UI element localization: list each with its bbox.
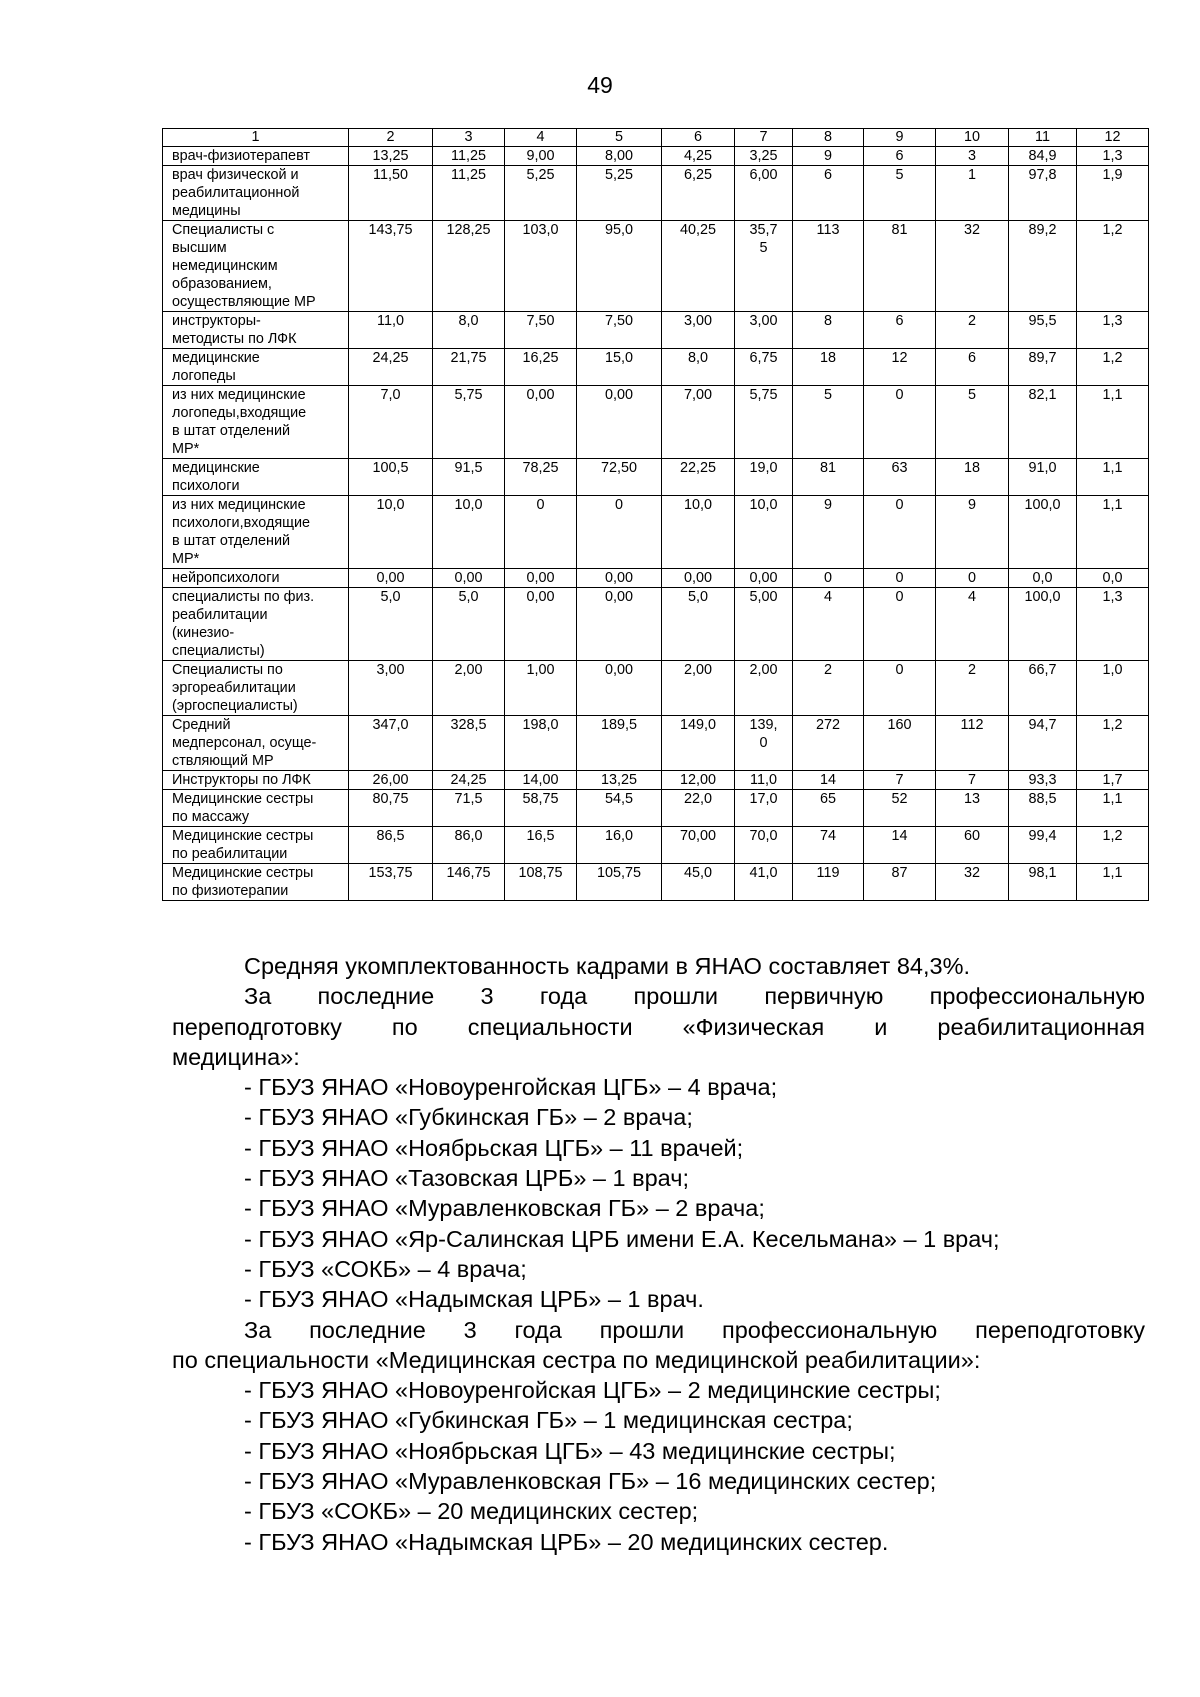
value-cell-col-11: 95,5 [1009, 312, 1077, 349]
value-cell-col-7: 3,25 [735, 147, 793, 166]
row-label-line: медицинские [172, 350, 260, 366]
row-label-line: психологи [172, 478, 240, 494]
row-label-line: Специалисты с [172, 222, 275, 238]
row-label-cell [163, 771, 349, 790]
value-cell-col-9: 7 [864, 771, 936, 790]
value-cell-col-3: 24,25 [433, 771, 505, 790]
paragraph-2-line-1: За последние 3 года прошли профессиональную переподготовку [244, 1316, 1145, 1343]
list-item: - ГБУЗ «СОКБ» – 4 врача; [244, 1255, 527, 1282]
row-label-line: из них медицинские [172, 497, 306, 513]
value-cell-col-12: 1,1 [1077, 496, 1149, 569]
table-row [163, 386, 1149, 459]
value-cell-col-3: 86,0 [433, 827, 505, 864]
table-row [163, 221, 1149, 312]
row-label-line: специалисты по физ. [172, 589, 315, 605]
paragraph-1-line-2: переподготовку по специальности «Физическая и реабилитационная [172, 1013, 1145, 1040]
header-cell-col-8: 8 [793, 129, 864, 147]
row-label-line: Медицинские сестры [172, 791, 314, 807]
value-cell-col-5: 95,0 [577, 221, 662, 312]
row-label-line: нейропсихологи [172, 570, 280, 586]
row-label-line: медицины [172, 203, 241, 219]
value-cell-col-3: 5,75 [433, 386, 505, 459]
value-cell-col-6: 8,0 [662, 349, 735, 386]
row-label-line: МР* [172, 551, 200, 567]
table-row [163, 349, 1149, 386]
value-cell-col-5: 72,50 [577, 459, 662, 496]
header-cell-col-1: 1 [163, 129, 349, 147]
value-cell-col-2: 100,5 [349, 459, 433, 496]
value-cell-col-11: 100,0 [1009, 588, 1077, 661]
row-label-line: по массажу [172, 809, 250, 825]
row-label-line: инструкторы- [172, 313, 261, 329]
table-row [163, 166, 1149, 221]
table-row [163, 716, 1149, 771]
value-cell-col-11: 93,3 [1009, 771, 1077, 790]
value-cell-col-6: 40,25 [662, 221, 735, 312]
value-cell-col-7: 2,00 [735, 661, 793, 716]
value-cell-col-2: 10,0 [349, 496, 433, 569]
value-cell-col-6: 22,0 [662, 790, 735, 827]
value-cell-col-2: 80,75 [349, 790, 433, 827]
value-cell-col-9: 81 [864, 221, 936, 312]
table-header-row [163, 129, 1149, 147]
value-cell-col-8: 81 [793, 459, 864, 496]
row-label-cell [163, 661, 349, 716]
value-cell-col-10: 32 [936, 864, 1009, 901]
value-cell-col-11: 97,8 [1009, 166, 1077, 221]
list-item: - ГБУЗ ЯНАО «Надымская ЦРБ» – 1 врач. [244, 1286, 704, 1313]
value-cell-col-10: 0 [936, 569, 1009, 588]
value-cell-col-4: 7,50 [505, 312, 577, 349]
value-cell-col-3: 328,5 [433, 716, 505, 771]
value-cell-col-11: 98,1 [1009, 864, 1077, 901]
value-cell-col-12: 1,1 [1077, 459, 1149, 496]
list-item: - ГБУЗ ЯНАО «Муравленковская ГБ» – 2 врача; [244, 1195, 765, 1222]
value-cell-col-9: 87 [864, 864, 936, 901]
value-cell-col-4: 0 [505, 496, 577, 569]
row-label-line: из них медицинские [172, 387, 306, 403]
value-cell-col-10: 9 [936, 496, 1009, 569]
list-item: - ГБУЗ ЯНАО «Новоуренгойская ЦГБ» – 2 медицинские сестры; [244, 1377, 941, 1404]
value-cell-col-12: 0,0 [1077, 569, 1149, 588]
value-cell-col-8: 18 [793, 349, 864, 386]
value-cell-col-11: 94,7 [1009, 716, 1077, 771]
value-cell-col-3: 21,75 [433, 349, 505, 386]
value-cell-col-12: 1,3 [1077, 312, 1149, 349]
paragraph-1-line-1: За последние 3 года прошли первичную профессиональную [244, 983, 1145, 1010]
value-cell-col-6: 7,00 [662, 386, 735, 459]
value-cell-col-7: 139, 0 [735, 716, 793, 771]
row-label-line: психологи,входящие [172, 515, 311, 531]
value-cell-col-3: 11,25 [433, 166, 505, 221]
row-label-line: в штат отделений [172, 533, 291, 549]
row-label-line: медперсонал, осуще- [172, 735, 317, 751]
header-cell-col-5: 5 [577, 129, 662, 147]
value-cell-col-12: 1,7 [1077, 771, 1149, 790]
value-cell-col-6: 22,25 [662, 459, 735, 496]
header-cell-col-10: 10 [936, 129, 1009, 147]
value-cell-col-7: 11,0 [735, 771, 793, 790]
value-cell-col-12: 1,3 [1077, 147, 1149, 166]
list-item: - ГБУЗ ЯНАО «Надымская ЦРБ» – 20 медицинских сестер. [244, 1528, 889, 1555]
value-cell-col-7: 35,7 5 [735, 221, 793, 312]
value-cell-col-2: 11,50 [349, 166, 433, 221]
value-cell-col-9: 6 [864, 147, 936, 166]
value-cell-col-12: 1,1 [1077, 790, 1149, 827]
value-cell-col-9: 0 [864, 386, 936, 459]
value-cell-col-12: 1,2 [1077, 349, 1149, 386]
paragraph-1-line-3: медицина»: [172, 1043, 300, 1070]
value-cell-col-4: 78,25 [505, 459, 577, 496]
value-cell-col-6: 45,0 [662, 864, 735, 901]
value-cell-col-10: 5 [936, 386, 1009, 459]
header-cell-col-9: 9 [864, 129, 936, 147]
value-cell-col-8: 2 [793, 661, 864, 716]
header-cell-col-3: 3 [433, 129, 505, 147]
row-label-line: осуществляющие МР [172, 294, 316, 310]
table-row [163, 569, 1149, 588]
value-cell-col-2: 7,0 [349, 386, 433, 459]
value-cell-col-4: 0,00 [505, 386, 577, 459]
value-cell-col-4: 9,00 [505, 147, 577, 166]
value-cell-col-8: 5 [793, 386, 864, 459]
value-cell-col-7: 17,0 [735, 790, 793, 827]
row-label-cell [163, 166, 349, 221]
row-label-line: врач-физиотерапевт [172, 148, 310, 164]
value-cell-col-9: 14 [864, 827, 936, 864]
table-row [163, 864, 1149, 901]
table-row [163, 459, 1149, 496]
value-cell-col-8: 119 [793, 864, 864, 901]
table-row [163, 771, 1149, 790]
row-label-line: ствляющий МР [172, 753, 274, 769]
value-cell-col-12: 1,9 [1077, 166, 1149, 221]
value-cell-col-5: 15,0 [577, 349, 662, 386]
table-body [163, 129, 1149, 901]
value-cell-col-2: 24,25 [349, 349, 433, 386]
page-number: 49 [587, 72, 613, 98]
value-cell-col-11: 99,4 [1009, 827, 1077, 864]
paragraph-2-line-2: по специальности «Медицинская сестра по медицинской реабилитации»: [172, 1346, 981, 1373]
value-cell-col-2: 26,00 [349, 771, 433, 790]
value-cell-col-4: 5,25 [505, 166, 577, 221]
row-label-line: реабилитации [172, 607, 268, 623]
value-cell-col-11: 66,7 [1009, 661, 1077, 716]
value-cell-col-9: 12 [864, 349, 936, 386]
row-label-cell [163, 386, 349, 459]
list-item: - ГБУЗ ЯНАО «Новоуренгойская ЦГБ» – 4 врача; [244, 1074, 778, 1101]
row-label-line: медицинские [172, 460, 260, 476]
value-cell-col-3: 8,0 [433, 312, 505, 349]
row-label-cell [163, 588, 349, 661]
value-cell-col-10: 18 [936, 459, 1009, 496]
row-label-line: методисты по ЛФК [172, 331, 297, 347]
value-cell-col-9: 63 [864, 459, 936, 496]
value-cell-col-3: 0,00 [433, 569, 505, 588]
value-cell-col-12: 1,1 [1077, 386, 1149, 459]
row-label-cell [163, 569, 349, 588]
row-label-line: Специалисты по [172, 662, 283, 678]
value-cell-col-10: 13 [936, 790, 1009, 827]
value-cell-col-6: 149,0 [662, 716, 735, 771]
row-label-line: врач физической и [172, 167, 299, 183]
table-row [163, 496, 1149, 569]
value-cell-col-12: 1,3 [1077, 588, 1149, 661]
list-item: - ГБУЗ ЯНАО «Ноябрьская ЦГБ» – 43 медицинские сестры; [244, 1437, 896, 1464]
table-row [163, 147, 1149, 166]
value-cell-col-2: 347,0 [349, 716, 433, 771]
value-cell-col-10: 112 [936, 716, 1009, 771]
row-label-line: логопеды [172, 368, 236, 384]
row-label-cell [163, 312, 349, 349]
value-cell-col-5: 0,00 [577, 569, 662, 588]
value-cell-col-7: 5,75 [735, 386, 793, 459]
list-item: - ГБУЗ ЯНАО «Яр-Салинская ЦРБ имени Е.А. Кесельмана» – 1 врач; [244, 1225, 1000, 1252]
row-label-cell [163, 716, 349, 771]
row-label-line: по физиотерапии [172, 883, 289, 899]
value-cell-col-3: 128,25 [433, 221, 505, 312]
value-cell-col-5: 8,00 [577, 147, 662, 166]
value-cell-col-10: 32 [936, 221, 1009, 312]
value-cell-col-11: 100,0 [1009, 496, 1077, 569]
row-label-line: (эргоспециалисты) [172, 698, 298, 714]
value-cell-col-3: 11,25 [433, 147, 505, 166]
value-cell-col-8: 0 [793, 569, 864, 588]
value-cell-col-2: 143,75 [349, 221, 433, 312]
value-cell-col-4: 103,0 [505, 221, 577, 312]
value-cell-col-3: 71,5 [433, 790, 505, 827]
value-cell-col-3: 10,0 [433, 496, 505, 569]
row-label-cell [163, 459, 349, 496]
row-label-line: по реабилитации [172, 846, 288, 862]
header-cell-col-11: 11 [1009, 129, 1077, 147]
row-label-line: МР* [172, 441, 200, 457]
value-cell-col-3: 5,0 [433, 588, 505, 661]
value-cell-col-6: 2,00 [662, 661, 735, 716]
header-cell-col-2: 2 [349, 129, 433, 147]
value-cell-col-10: 2 [936, 661, 1009, 716]
value-cell-col-8: 14 [793, 771, 864, 790]
value-cell-col-7: 0,00 [735, 569, 793, 588]
value-cell-col-2: 5,0 [349, 588, 433, 661]
value-cell-col-7: 6,00 [735, 166, 793, 221]
value-cell-col-11: 88,5 [1009, 790, 1077, 827]
list-item: - ГБУЗ «СОКБ» – 20 медицинских сестер; [244, 1498, 699, 1525]
summary-paragraph: Средняя укомплектованность кадрами в ЯНАО составляет 84,3%. [244, 953, 970, 979]
row-label-cell [163, 221, 349, 312]
value-cell-col-5: 5,25 [577, 166, 662, 221]
value-cell-col-6: 0,00 [662, 569, 735, 588]
value-cell-col-5: 7,50 [577, 312, 662, 349]
row-label-line: немедицинским [172, 258, 278, 274]
value-cell-col-4: 0,00 [505, 569, 577, 588]
value-cell-col-8: 272 [793, 716, 864, 771]
list-item: - ГБУЗ ЯНАО «Муравленковская ГБ» – 16 медицинских сестер; [244, 1468, 937, 1495]
value-cell-col-12: 1,2 [1077, 716, 1149, 771]
value-cell-col-12: 1,1 [1077, 864, 1149, 901]
value-cell-col-10: 60 [936, 827, 1009, 864]
value-cell-col-9: 0 [864, 588, 936, 661]
value-cell-col-4: 1,00 [505, 661, 577, 716]
value-cell-col-9: 0 [864, 661, 936, 716]
value-cell-col-7: 19,0 [735, 459, 793, 496]
physician-retraining-list [172, 1072, 1145, 1314]
value-cell-col-6: 10,0 [662, 496, 735, 569]
value-cell-col-2: 86,5 [349, 827, 433, 864]
value-cell-col-5: 0,00 [577, 661, 662, 716]
list-item: - ГБУЗ ЯНАО «Тазовская ЦРБ» – 1 врач; [244, 1165, 690, 1192]
value-cell-col-10: 6 [936, 349, 1009, 386]
value-cell-col-11: 89,7 [1009, 349, 1077, 386]
row-label-cell [163, 147, 349, 166]
value-cell-col-6: 70,00 [662, 827, 735, 864]
row-label-line: образованием, [172, 276, 272, 292]
value-cell-col-7: 70,0 [735, 827, 793, 864]
value-cell-col-9: 0 [864, 496, 936, 569]
row-label-line: эргореабилитации [172, 680, 296, 696]
row-label-line: Инструкторы по ЛФК [172, 772, 311, 788]
value-cell-col-4: 14,00 [505, 771, 577, 790]
value-cell-col-2: 0,00 [349, 569, 433, 588]
header-cell-col-12: 12 [1077, 129, 1149, 147]
value-cell-col-5: 0,00 [577, 386, 662, 459]
value-cell-col-9: 5 [864, 166, 936, 221]
staffing-table [162, 128, 1149, 901]
row-label-line: специалисты) [172, 643, 265, 659]
value-cell-col-5: 189,5 [577, 716, 662, 771]
value-cell-col-4: 0,00 [505, 588, 577, 661]
value-cell-col-7: 6,75 [735, 349, 793, 386]
value-cell-col-11: 82,1 [1009, 386, 1077, 459]
value-cell-col-8: 9 [793, 147, 864, 166]
value-cell-col-4: 16,5 [505, 827, 577, 864]
value-cell-col-6: 12,00 [662, 771, 735, 790]
value-cell-col-3: 91,5 [433, 459, 505, 496]
value-cell-col-5: 13,25 [577, 771, 662, 790]
value-cell-col-9: 160 [864, 716, 936, 771]
value-cell-col-8: 113 [793, 221, 864, 312]
value-cell-col-6: 5,0 [662, 588, 735, 661]
value-cell-col-8: 74 [793, 827, 864, 864]
value-cell-col-5: 54,5 [577, 790, 662, 827]
row-label-line: логопеды,входящие [172, 405, 307, 421]
list-item: - ГБУЗ ЯНАО «Губкинская ГБ» – 2 врача; [244, 1104, 693, 1131]
header-cell-col-4: 4 [505, 129, 577, 147]
row-label-line: реабилитационной [172, 185, 300, 201]
header-cell-col-7: 7 [735, 129, 793, 147]
value-cell-col-4: 108,75 [505, 864, 577, 901]
value-cell-col-8: 8 [793, 312, 864, 349]
value-cell-col-11: 0,0 [1009, 569, 1077, 588]
value-cell-col-12: 1,2 [1077, 827, 1149, 864]
value-cell-col-4: 16,25 [505, 349, 577, 386]
value-cell-col-5: 105,75 [577, 864, 662, 901]
value-cell-col-11: 91,0 [1009, 459, 1077, 496]
value-cell-col-7: 3,00 [735, 312, 793, 349]
value-cell-col-10: 7 [936, 771, 1009, 790]
row-label-line: в штат отделений [172, 423, 291, 439]
value-cell-col-5: 0 [577, 496, 662, 569]
value-cell-col-5: 0,00 [577, 588, 662, 661]
row-label-line: Медицинские сестры [172, 865, 314, 881]
value-cell-col-10: 2 [936, 312, 1009, 349]
value-cell-col-3: 2,00 [433, 661, 505, 716]
value-cell-col-12: 1,2 [1077, 221, 1149, 312]
value-cell-col-10: 4 [936, 588, 1009, 661]
row-label-line: (кинезио- [172, 625, 235, 641]
row-label-cell [163, 790, 349, 827]
value-cell-col-4: 58,75 [505, 790, 577, 827]
value-cell-col-6: 4,25 [662, 147, 735, 166]
value-cell-col-8: 6 [793, 166, 864, 221]
nurse-retraining-list [172, 1375, 1145, 1557]
value-cell-col-8: 9 [793, 496, 864, 569]
value-cell-col-11: 84,9 [1009, 147, 1077, 166]
body-text [172, 951, 1145, 1557]
table-row [163, 312, 1149, 349]
row-label-cell [163, 496, 349, 569]
value-cell-col-7: 10,0 [735, 496, 793, 569]
value-cell-col-12: 1,0 [1077, 661, 1149, 716]
table-row [163, 661, 1149, 716]
value-cell-col-11: 89,2 [1009, 221, 1077, 312]
row-label-line: Медицинские сестры [172, 828, 314, 844]
value-cell-col-10: 3 [936, 147, 1009, 166]
value-cell-col-9: 0 [864, 569, 936, 588]
value-cell-col-10: 1 [936, 166, 1009, 221]
value-cell-col-7: 41,0 [735, 864, 793, 901]
row-label-line: высшим [172, 240, 227, 256]
table-row [163, 827, 1149, 864]
value-cell-col-4: 198,0 [505, 716, 577, 771]
row-label-cell [163, 864, 349, 901]
value-cell-col-9: 52 [864, 790, 936, 827]
table-row [163, 790, 1149, 827]
value-cell-col-2: 153,75 [349, 864, 433, 901]
value-cell-col-6: 3,00 [662, 312, 735, 349]
value-cell-col-8: 4 [793, 588, 864, 661]
value-cell-col-2: 3,00 [349, 661, 433, 716]
value-cell-col-8: 65 [793, 790, 864, 827]
value-cell-col-2: 11,0 [349, 312, 433, 349]
value-cell-col-7: 5,00 [735, 588, 793, 661]
list-item: - ГБУЗ ЯНАО «Ноябрьская ЦГБ» – 11 врачей; [244, 1134, 744, 1161]
row-label-cell [163, 827, 349, 864]
value-cell-col-9: 6 [864, 312, 936, 349]
header-cell-col-6: 6 [662, 129, 735, 147]
table-row [163, 588, 1149, 661]
value-cell-col-3: 146,75 [433, 864, 505, 901]
value-cell-col-2: 13,25 [349, 147, 433, 166]
row-label-cell [163, 349, 349, 386]
value-cell-col-6: 6,25 [662, 166, 735, 221]
row-label-line: Средний [172, 717, 231, 733]
list-item: - ГБУЗ ЯНАО «Губкинская ГБ» – 1 медицинская сестра; [244, 1407, 853, 1434]
value-cell-col-5: 16,0 [577, 827, 662, 864]
